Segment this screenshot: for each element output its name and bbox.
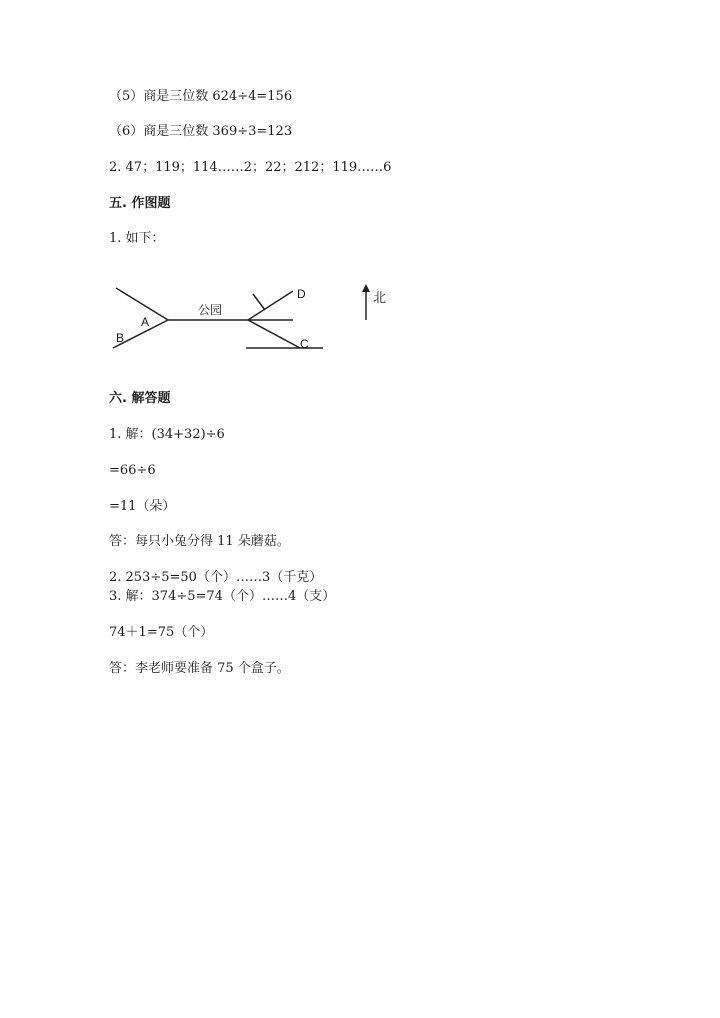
line-short-tick <box>253 294 265 310</box>
label-a: A <box>141 315 150 329</box>
label-north: 北 <box>373 290 387 305</box>
answer-line-6: （6）商是三位数 369÷3=123 <box>109 124 293 139</box>
solution-3-answer: 答：李老师要准备 75 个盒子。 <box>109 661 290 676</box>
label-d: D <box>297 287 306 301</box>
solution-3-step-2: 74＋1=75（个） <box>109 625 214 640</box>
solution-2: 2. 253÷5=50（个）……3（千克） <box>109 570 323 585</box>
label-park: 公园 <box>198 303 223 317</box>
answer-line-5: （5）商是三位数 624÷4=156 <box>109 89 293 104</box>
map-diagram <box>108 276 398 356</box>
north-arrowhead-icon <box>362 284 370 292</box>
solution-1-step-2: =66÷6 <box>109 463 156 478</box>
answer-drawing-intro: 1. 如下： <box>109 231 165 246</box>
label-b: B <box>116 331 125 345</box>
solution-1-step-3: =11（朵） <box>109 499 176 514</box>
solution-1-step-1: 1. 解：(34+32)÷6 <box>109 427 225 442</box>
line-to-c <box>248 320 300 348</box>
solution-1-answer: 答：每只小兔分得 11 朵蘑菇。 <box>109 534 290 549</box>
section-heading-6: 六. 解答题 <box>109 391 171 406</box>
solution-3-step-1: 3. 解：374÷5=74（个）……4（支） <box>109 589 336 604</box>
answer-line-2: 2. 47；119；114……2；22；212；119……6 <box>109 160 392 175</box>
label-c: C <box>300 337 309 351</box>
section-heading-5: 五. 作图题 <box>109 196 171 211</box>
